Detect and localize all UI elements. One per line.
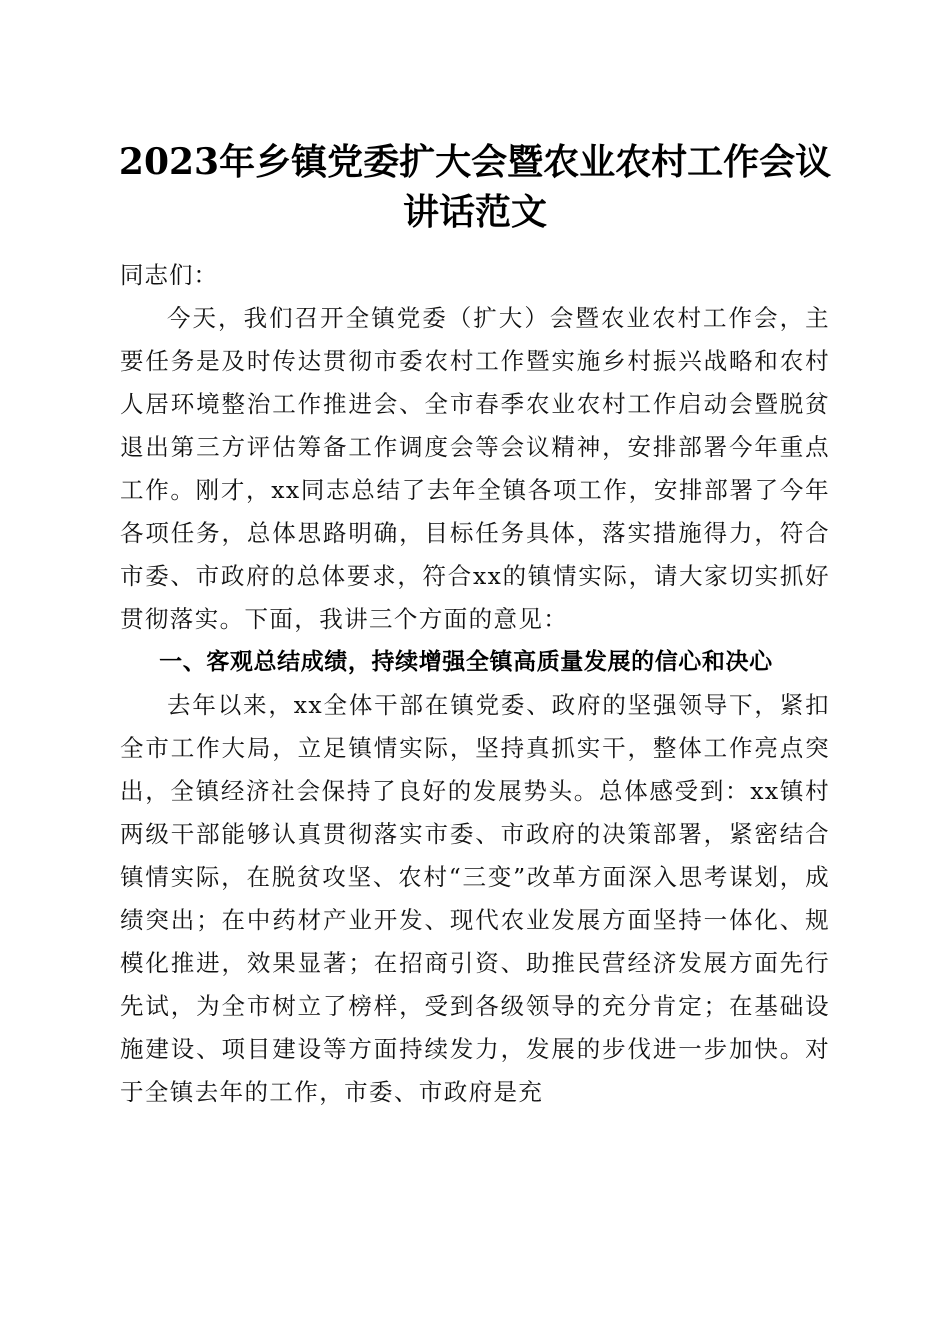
document-title-line-1: 2023年乡镇党委扩大会暨农业农村工作会议 <box>118 141 832 183</box>
section-heading-1: 一、客观总结成绩，持续增强全镇高质量发展的信心和决心 <box>159 649 773 675</box>
greeting: 同志们： <box>120 261 218 289</box>
document-title-line-2: 讲话范文 <box>402 191 547 233</box>
paragraph-intro: 今天，我们召开全镇党委（扩大）会暨农业农村工作会，主要任务是及时传达贯彻市委农村工作暨实施乡村振兴战略和农村人居环境整治工作推进会、全市春季农业农村工作启动会暨脱贫退出第三方评估筹备工作调度会等会议精神，安排部署今年重点工作。刚才，xx同志总结了去年全镇各项工作，安排部署了今年各项任务，总体思路明确，目标任务具体，落实措施得力，符合市委、市政府的总体要求，符合xx的镇情实际，请大家切实抓好贯彻落实。下面，我讲三个方面的意见： <box>120 304 830 633</box>
document-body <box>120 254 830 1114</box>
paragraph-achievements: 去年以来，xx全体干部在镇党委、政府的坚强领导下，紧扣全市工作大局，立足镇情实际，坚持真抓实干，整体工作亮点突出，全镇经济社会保持了良好的发展势头。总体感受到：xx镇村两级干部能够认真贯彻落实市委、市政府的决策部署，紧密结合镇情实际，在脱贫攻坚、农村“三变”改革方面深入思考谋划，成绩突出；在中药材产业开发、现代农业发展方面坚持一体化、规模化推进，效果显著；在招商引资、助推民营经济发展方面先行先试，为全市树立了榜样，受到各级领导的充分肯定；在基础设施建设、项目建设等方面持续发力，发展的步伐进一步加快。对于全镇去年的工作，市委、市政府是充 <box>120 691 830 1106</box>
